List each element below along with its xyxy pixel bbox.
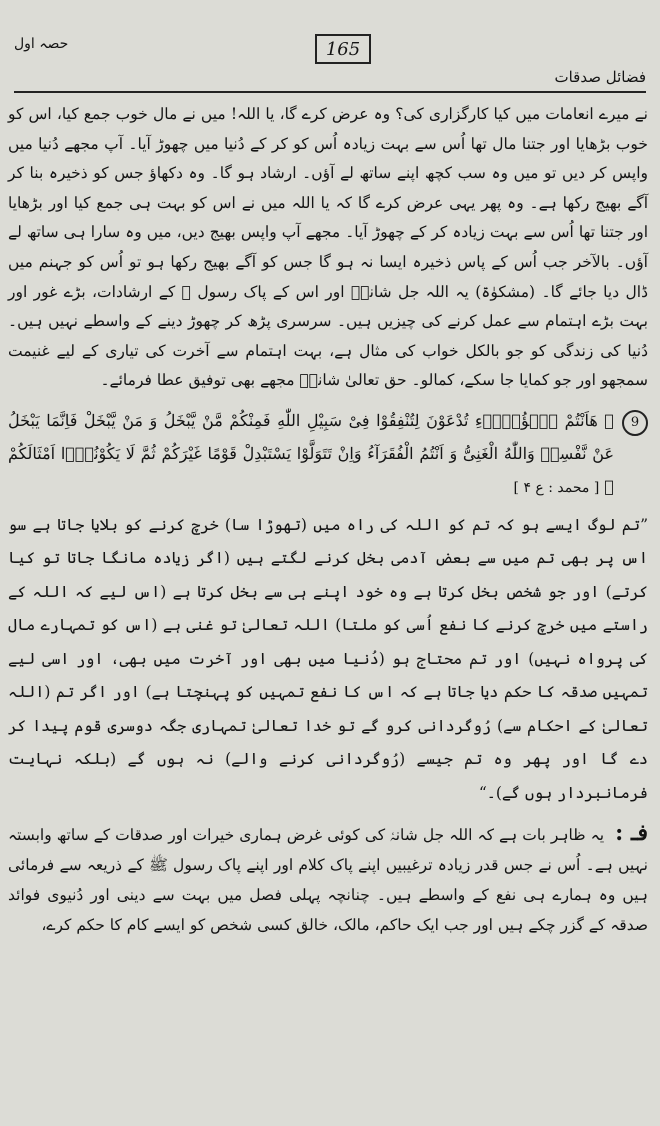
verse-reference: [ محمد : ع ۴ ] bbox=[513, 479, 600, 496]
verse-number: 9 bbox=[622, 410, 648, 436]
benefit-marker: فـ : bbox=[615, 820, 648, 847]
page-number: 165 bbox=[315, 34, 371, 64]
running-header bbox=[0, 28, 660, 98]
paragraph-hadith: نے میرے انعامات میں کیا کارگزاری کی؟ وہ عرض کرے گا، یا اللہ! میں نے مال خوب جمع کیا، اس کو خوب بڑھایا اور جتنا مال تھا اُس سے بہت زیادہ اُس کو کر کے دُنیا میں چھوڑ آیا۔ آپ مجھے دُنیا میں واپس کر دیں تو میں وہ سب کچھ اپنے ساتھ لے آؤں۔ ارشاد ہو گا۔ وہ دکھاؤ جس کو ذخیرہ بنا کر آگے بھیج رکھا ہے۔ وہ پھر یہی عرض کرے گا کہ یا اللہ میں نے اس کو بہت ہی جمع کیا اور بڑھایا اور جتنا تھا اُس سے بہت زیادہ کر کے چھوڑ آیا۔ مجھے آپ واپس بھیج دیں، میں وہ سارا ہی ساتھ لے آؤں۔ بالآخر جب اُس کے پاس ذخیرہ ایسا نہ ہو گا جس کو آگے بھیج رکھا ہو تو اُس کو جہنم میں ڈال دیا جائے گا۔ (مشکوٰۃ) یہ اللہ جل شانہٗ اور اس کے پاک رسول ﷺ کے ارشادات، بڑے غور اور بہت بڑے اہتمام سے عمل کرنے کی چیزیں ہیں۔ سرسری پڑھ کر چھوڑ دینے کے واسطے نہیں ہیں۔ دُنیا کی زندگی کو جو بالکل خواب کی مثال ہے، بہت اہتمام سے آخرت کی تیاری کے لیے غنیمت سمجھو اور جو کمایا جا سکے، کمالو۔ حق تعالیٰ شانہٗ مجھے بھی توفیق عطا فرمائے۔ bbox=[8, 105, 648, 390]
benefit-text: یہ ظاہر بات ہے کہ اللہ جل شانہٗ کی کوئی غرض ہماری خیرات اور صدقات کے ساتھ وابستہ نہیں ہے۔ اُس نے جس قدر زیادہ ترغیبیں اپنے پاک کلام اور اپنے پاک رسول ﷺ کے ذریعہ سے فرمائی ہیں وہ ہمارے ہی نفع کے واسطے ہیں۔ چنانچہ پہلی فصل میں بہت سے دینی اور دُنیوی فوائد صدقہ کے گزر چکے ہیں اور جب ایک حاکم، مالک، خالق کسی شخص کو ایسے کام کا حکم کرے، bbox=[8, 826, 648, 935]
quran-verse bbox=[8, 404, 648, 505]
header-rule bbox=[14, 91, 646, 93]
book-title: فضائل صدقات bbox=[554, 68, 646, 86]
page-body bbox=[8, 100, 648, 940]
verse-text: ﴿ هَاَنْتُمْ هٰۤؤُلَاۤءِ تُدْعَوْنَ لِتُنْفِقُوْا فِیْ سَبِیْلِ اللّٰهِ فَمِنْكُمْ مَّنْ یَّبْخَلُ وَ مَنْ یَّبْخَلْ فَاِنَّمَا یَبْخَلُ عَنْ نَّفْسِهٖ وَاللّٰهُ الْغَنِیُّ وَ اَنْتُمُ الْفُقَرَآءُ وَاِنْ تَتَوَلَّوْا یَسْتَبْدِلْ قَوْمًا غَیْرَكُمْ ثُمَّ لَا یَكُوْنُوْۤا اَمْثَالَكُمْ ﴾ bbox=[8, 410, 614, 496]
verse-translation: ”تم لوگ ایسے ہو کہ تم کو اللہ کی راہ میں (تھوڑا سا) خرچ کرنے کو بلایا جاتا ہے سو اس پر بھی تم میں سے بعض آدمی بخل کرنے لگتے ہیں (اگر زیادہ مانگا جاتا تو کیا کرتے) اور جو شخص بخل کرتا ہے وہ خود اپنے ہی سے بخل کرتا ہے (اس لیے کہ اللہ کے راستے میں خرچ کرنے کا نفع اُسی کو ملتا) اللہ تعالیٰ تو غنی ہے (اس کو تمہارے مال کی پرواہ نہیں) اور تم محتاج ہو (دُنیا میں بھی اور آخرت میں بھی، اور اسی لیے تمہیں صدقہ کا حکم دیا جاتا ہے کہ اس کا نفع تمہیں کو پہنچتا ہے) اور اگر تم (اللہ تعالیٰ کے احکام سے) رُوگردانی کرو گے تو خدا تعالیٰ تمہاری جگہ دوسری قوم پیدا کر دے گا اور پھر وہ تم جیسے (رُوگردانی کرنے والے) نہ ہوں گے (بلکہ نہایت فرمانبردار ہوں گے)۔“ bbox=[8, 515, 648, 802]
benefit-paragraph bbox=[8, 818, 648, 940]
part-label: حصہ اول bbox=[14, 36, 69, 52]
